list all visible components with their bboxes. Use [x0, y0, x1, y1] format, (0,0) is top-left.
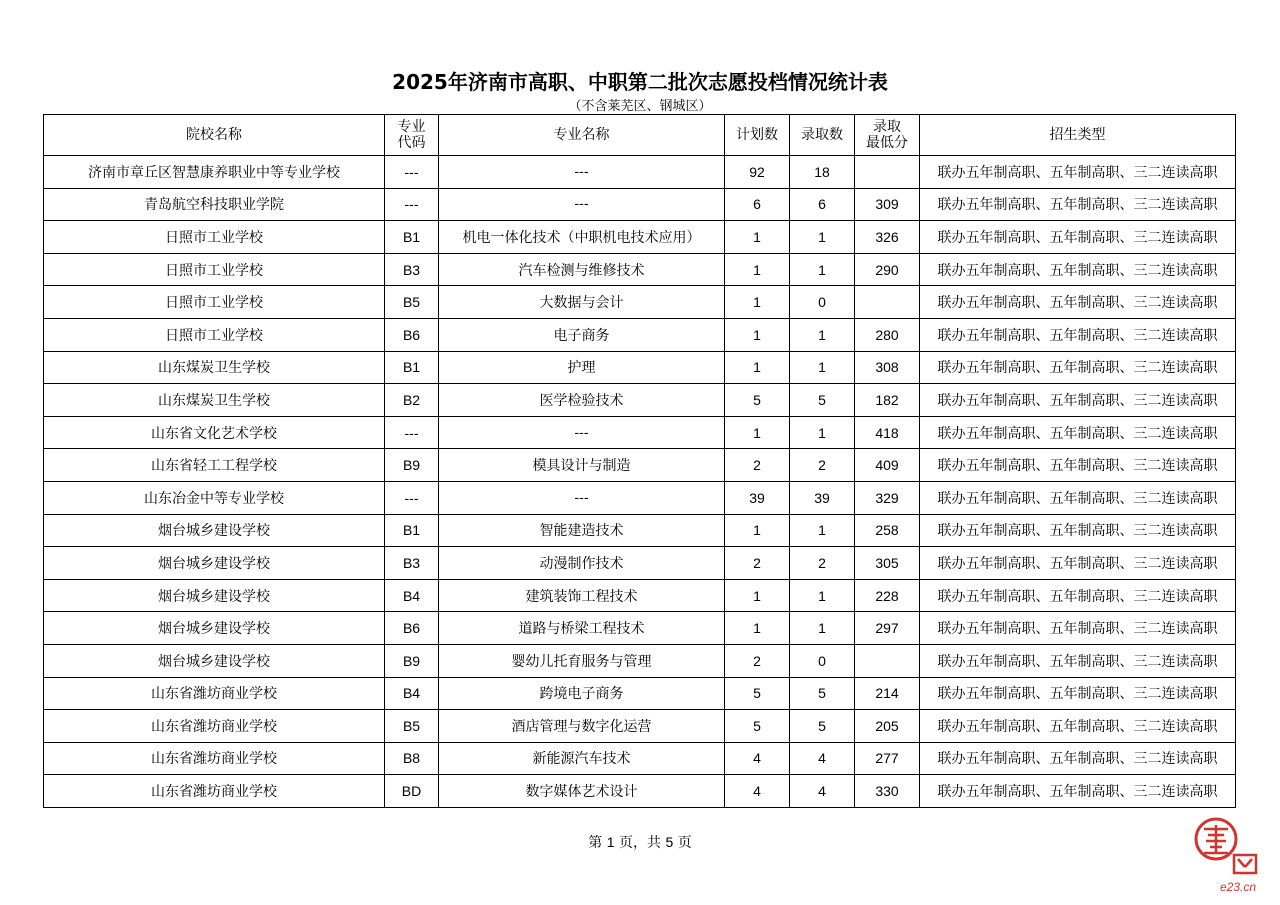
cell-school: 山东省潍坊商业学校 — [44, 775, 385, 808]
cell-type: 联办五年制高职、五年制高职、三二连读高职 — [920, 449, 1236, 482]
table-row — [44, 286, 1236, 319]
cell-min-score: 228 — [855, 579, 920, 612]
table-row — [44, 644, 1236, 677]
table-row — [44, 221, 1236, 254]
table-row — [44, 742, 1236, 775]
footer-mid: 页，共 — [619, 835, 661, 851]
cell-major: 婴幼儿托育服务与管理 — [439, 644, 725, 677]
cell-school: 山东煤炭卫生学校 — [44, 351, 385, 384]
cell-type: 联办五年制高职、五年制高职、三二连读高职 — [920, 481, 1236, 514]
cell-code: B4 — [385, 677, 439, 710]
cell-code: --- — [385, 481, 439, 514]
header-min-score — [855, 115, 920, 156]
cell-type: 联办五年制高职、五年制高职、三二连读高职 — [920, 710, 1236, 743]
table-row — [44, 775, 1236, 808]
cell-min-score — [855, 286, 920, 319]
cell-plan: 1 — [725, 579, 790, 612]
table-row — [44, 579, 1236, 612]
cell-code: --- — [385, 156, 439, 189]
header-major: 专业名称 — [439, 115, 725, 156]
e23-watermark-logo — [1190, 815, 1260, 895]
footer-page-number: 1 — [606, 834, 615, 850]
cell-admit: 1 — [790, 514, 855, 547]
cell-major: 机电一体化技术（中职机电技术应用） — [439, 221, 725, 254]
cell-min-score: 205 — [855, 710, 920, 743]
cell-admit: 2 — [790, 547, 855, 580]
cell-school: 烟台城乡建设学校 — [44, 612, 385, 645]
cell-code: B5 — [385, 286, 439, 319]
cell-min-score: 290 — [855, 253, 920, 286]
header-plan: 计划数 — [725, 115, 790, 156]
table-row — [44, 416, 1236, 449]
cell-type: 联办五年制高职、五年制高职、三二连读高职 — [920, 351, 1236, 384]
cell-plan: 1 — [725, 318, 790, 351]
table-row — [44, 351, 1236, 384]
cell-major: 酒店管理与数字化运营 — [439, 710, 725, 743]
cell-type: 联办五年制高职、五年制高职、三二连读高职 — [920, 547, 1236, 580]
cell-major: 建筑装饰工程技术 — [439, 579, 725, 612]
cell-school: 山东省轻工工程学校 — [44, 449, 385, 482]
cell-type: 联办五年制高职、五年制高职、三二连读高职 — [920, 188, 1236, 221]
cell-school: 烟台城乡建设学校 — [44, 644, 385, 677]
cell-admit: 1 — [790, 351, 855, 384]
cell-admit: 39 — [790, 481, 855, 514]
cell-plan: 92 — [725, 156, 790, 189]
cell-plan: 2 — [725, 449, 790, 482]
cell-min-score: 297 — [855, 612, 920, 645]
cell-type: 联办五年制高职、五年制高职、三二连读高职 — [920, 677, 1236, 710]
cell-min-score: 309 — [855, 188, 920, 221]
cell-plan: 2 — [725, 547, 790, 580]
cell-min-score: 330 — [855, 775, 920, 808]
cell-code: B5 — [385, 710, 439, 743]
cell-major: 模具设计与制造 — [439, 449, 725, 482]
cell-major: --- — [439, 156, 725, 189]
cell-code: B3 — [385, 547, 439, 580]
cell-admit: 1 — [790, 253, 855, 286]
cell-min-score: 329 — [855, 481, 920, 514]
cell-major: 跨境电子商务 — [439, 677, 725, 710]
header-min-line1: 录取 — [873, 119, 901, 135]
footer-prefix: 第 — [588, 835, 603, 851]
cell-min-score — [855, 156, 920, 189]
table-row — [44, 188, 1236, 221]
cell-type: 联办五年制高职、五年制高职、三二连读高职 — [920, 579, 1236, 612]
cell-code: BD — [385, 775, 439, 808]
header-code-line2: 代码 — [397, 135, 426, 151]
cell-plan: 1 — [725, 286, 790, 319]
cell-type: 联办五年制高职、五年制高职、三二连读高职 — [920, 644, 1236, 677]
header-code-line1: 专业 — [397, 119, 426, 135]
cell-school: 烟台城乡建设学校 — [44, 579, 385, 612]
table-header-row — [44, 115, 1236, 156]
cell-school: 日照市工业学校 — [44, 221, 385, 254]
header-type: 招生类型 — [920, 115, 1236, 156]
table-row — [44, 481, 1236, 514]
cell-code: B1 — [385, 514, 439, 547]
cell-admit: 4 — [790, 742, 855, 775]
cell-type: 联办五年制高职、五年制高职、三二连读高职 — [920, 253, 1236, 286]
cell-code: B9 — [385, 449, 439, 482]
cell-code: B9 — [385, 644, 439, 677]
header-code — [385, 115, 439, 156]
cell-school: 日照市工业学校 — [44, 253, 385, 286]
cell-school: 日照市工业学校 — [44, 286, 385, 319]
cell-school: 日照市工业学校 — [44, 318, 385, 351]
cell-code: B4 — [385, 579, 439, 612]
cell-min-score: 182 — [855, 384, 920, 417]
footer-suffix: 页 — [677, 835, 692, 851]
cell-admit: 6 — [790, 188, 855, 221]
cell-min-score: 280 — [855, 318, 920, 351]
cell-school: 青岛航空科技职业学院 — [44, 188, 385, 221]
cell-min-score: 277 — [855, 742, 920, 775]
cell-code: B3 — [385, 253, 439, 286]
cell-admit: 1 — [790, 318, 855, 351]
cell-school: 山东省潍坊商业学校 — [44, 677, 385, 710]
cell-type: 联办五年制高职、五年制高职、三二连读高职 — [920, 775, 1236, 808]
cell-school: 山东省文化艺术学校 — [44, 416, 385, 449]
cell-min-score: 418 — [855, 416, 920, 449]
cell-major: 大数据与会计 — [439, 286, 725, 319]
cell-major: 智能建造技术 — [439, 514, 725, 547]
cell-code: B6 — [385, 318, 439, 351]
cell-plan: 1 — [725, 351, 790, 384]
cell-code: B6 — [385, 612, 439, 645]
cell-school: 烟台城乡建设学校 — [44, 547, 385, 580]
cell-type: 联办五年制高职、五年制高职、三二连读高职 — [920, 514, 1236, 547]
cell-school: 济南市章丘区智慧康养职业中等专业学校 — [44, 156, 385, 189]
header-min-line2: 最低分 — [866, 135, 908, 151]
table-row — [44, 253, 1236, 286]
cell-major: 道路与桥梁工程技术 — [439, 612, 725, 645]
cell-admit: 18 — [790, 156, 855, 189]
cell-code: --- — [385, 188, 439, 221]
cell-major: --- — [439, 188, 725, 221]
cell-code: B1 — [385, 351, 439, 384]
cell-major: --- — [439, 481, 725, 514]
cell-code: B1 — [385, 221, 439, 254]
cell-admit: 4 — [790, 775, 855, 808]
header-admit: 录取数 — [790, 115, 855, 156]
admission-table — [43, 114, 1236, 808]
cell-admit: 5 — [790, 677, 855, 710]
page-title: 2025年济南市高职、中职第二批次志愿投档情况统计表 — [392, 70, 888, 94]
cell-min-score: 409 — [855, 449, 920, 482]
cell-admit: 1 — [790, 416, 855, 449]
cell-type: 联办五年制高职、五年制高职、三二连读高职 — [920, 286, 1236, 319]
table-row — [44, 612, 1236, 645]
page-footer — [0, 832, 1280, 852]
table-row — [44, 710, 1236, 743]
svg-text:e23.cn: e23.cn — [1220, 880, 1257, 894]
cell-min-score: 214 — [855, 677, 920, 710]
cell-plan: 39 — [725, 481, 790, 514]
cell-min-score — [855, 644, 920, 677]
cell-major: 汽车检测与维修技术 — [439, 253, 725, 286]
cell-admit: 5 — [790, 384, 855, 417]
table-row — [44, 677, 1236, 710]
cell-type: 联办五年制高职、五年制高职、三二连读高职 — [920, 156, 1236, 189]
cell-min-score: 326 — [855, 221, 920, 254]
cell-plan: 1 — [725, 612, 790, 645]
cell-admit: 1 — [790, 579, 855, 612]
cell-type: 联办五年制高职、五年制高职、三二连读高职 — [920, 416, 1236, 449]
cell-plan: 1 — [725, 514, 790, 547]
cell-type: 联办五年制高职、五年制高职、三二连读高职 — [920, 742, 1236, 775]
cell-type: 联办五年制高职、五年制高职、三二连读高职 — [920, 221, 1236, 254]
page-subtitle: （不含莱芜区、钢城区） — [568, 99, 712, 114]
cell-major: 电子商务 — [439, 318, 725, 351]
table-row — [44, 449, 1236, 482]
cell-admit: 5 — [790, 710, 855, 743]
table-row — [44, 318, 1236, 351]
cell-type: 联办五年制高职、五年制高职、三二连读高职 — [920, 384, 1236, 417]
header-school: 院校名称 — [44, 115, 385, 156]
cell-plan: 4 — [725, 742, 790, 775]
cell-admit: 2 — [790, 449, 855, 482]
cell-major: 数字媒体艺术设计 — [439, 775, 725, 808]
cell-type: 联办五年制高职、五年制高职、三二连读高职 — [920, 612, 1236, 645]
cell-code: B2 — [385, 384, 439, 417]
table-row — [44, 156, 1236, 189]
cell-plan: 1 — [725, 253, 790, 286]
cell-school: 山东煤炭卫生学校 — [44, 384, 385, 417]
cell-min-score: 258 — [855, 514, 920, 547]
cell-plan: 5 — [725, 710, 790, 743]
cell-plan: 4 — [725, 775, 790, 808]
cell-admit: 0 — [790, 286, 855, 319]
cell-school: 山东省潍坊商业学校 — [44, 710, 385, 743]
cell-major: 护理 — [439, 351, 725, 384]
table-row — [44, 547, 1236, 580]
cell-plan: 2 — [725, 644, 790, 677]
cell-plan: 1 — [725, 221, 790, 254]
cell-min-score: 308 — [855, 351, 920, 384]
cell-code: B8 — [385, 742, 439, 775]
cell-plan: 6 — [725, 188, 790, 221]
cell-major: 医学检验技术 — [439, 384, 725, 417]
cell-major: 动漫制作技术 — [439, 547, 725, 580]
table-row — [44, 384, 1236, 417]
cell-school: 山东冶金中等专业学校 — [44, 481, 385, 514]
table-row — [44, 514, 1236, 547]
cell-school: 烟台城乡建设学校 — [44, 514, 385, 547]
cell-major: 新能源汽车技术 — [439, 742, 725, 775]
cell-school: 山东省潍坊商业学校 — [44, 742, 385, 775]
cell-major: --- — [439, 416, 725, 449]
cell-plan: 1 — [725, 416, 790, 449]
cell-type: 联办五年制高职、五年制高职、三二连读高职 — [920, 318, 1236, 351]
cell-plan: 5 — [725, 384, 790, 417]
cell-admit: 1 — [790, 221, 855, 254]
cell-plan: 5 — [725, 677, 790, 710]
cell-code: --- — [385, 416, 439, 449]
cell-min-score: 305 — [855, 547, 920, 580]
cell-admit: 1 — [790, 612, 855, 645]
cell-admit: 0 — [790, 644, 855, 677]
footer-total-pages: 5 — [665, 834, 674, 850]
